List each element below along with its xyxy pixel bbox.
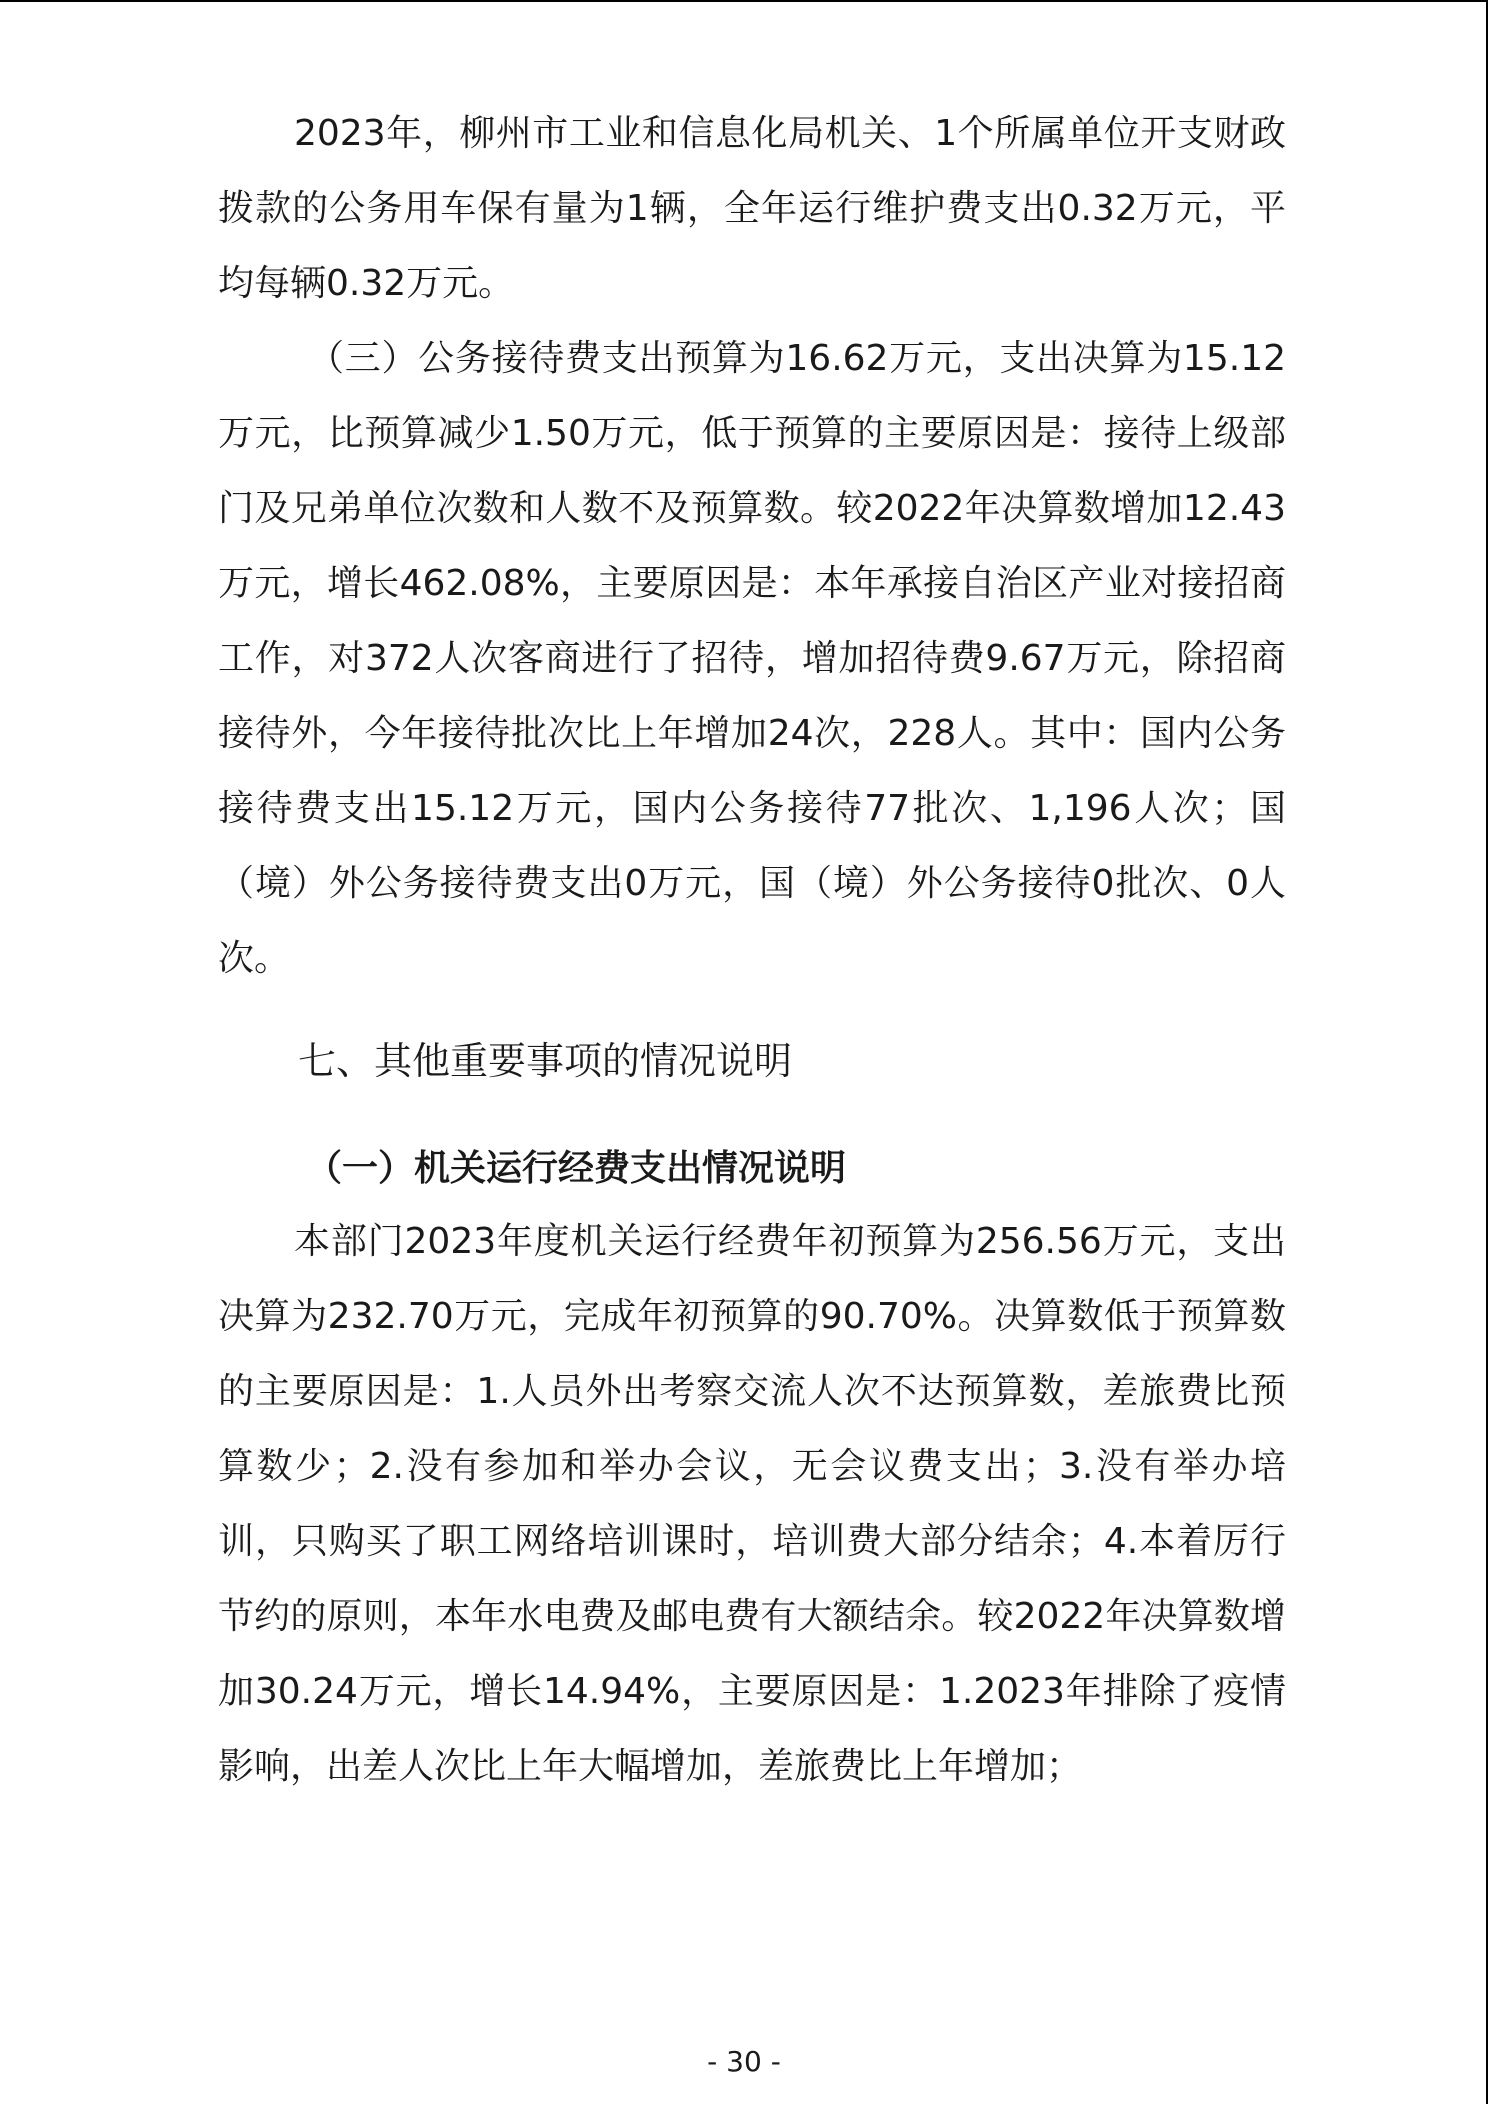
document-page-body: [218, 96, 1286, 1804]
page-top-border: [0, 0, 1488, 2]
section-heading-other-matters: 七、其他重要事项的情况说明: [298, 1039, 793, 1083]
paragraph-operating-costs: 本部门2023年度机关运行经费年初预算为256.56万元，支出决算为232.70万元，完成年初预算的90.70%。决算数低于预算数的主要原因是：1.人员外出考察交流人次不达预算数，差旅费比预算数少；2.没有参加和举办会议，无会议费支出；3.没有举办培训，只购买了职工网络培训课时，培训费大部分结余；4.本着厉行节约的原则，本年水电费及邮电费有大额结余。较2022年决算数增加30.24万元，增长14.94%，主要原因是：1.2023年排除了疫情影响，出差人次比上年大幅增加，差旅费比上年增加；: [218, 1221, 1286, 1787]
page-number: - 30 -: [707, 2045, 781, 2078]
paragraph-vehicle-summary: 2023年，柳州市工业和信息化局机关、1个所属单位开支财政拨款的公务用车保有量为1辆，全年运行维护费支出0.32万元，平均每辆0.32万元。: [218, 113, 1286, 304]
subsection-heading-operating-costs: （一）机关运行经费支出情况说明: [306, 1148, 847, 1189]
paragraph-reception-expenses: （三）公务接待费支出预算为16.62万元，支出决算为15.12万元，比预算减少1.50万元，低于预算的主要原因是：接待上级部门及兄弟单位次数和人数不及预算数。较2022年决算数增加12.43万元，增长462.08%，主要原因是：本年承接自治区产业对接招商工作，对372人次客商进行了招待，增加招待费9.67万元，除招商接待外，今年接待批次比上年增加24次，228人。其中：国内公务接待费支出15.12万元，国内公务接待77批次、1,196人次；国（境）外公务接待费支出0万元，国（境）外公务接待0批次、0人次。: [218, 338, 1286, 979]
